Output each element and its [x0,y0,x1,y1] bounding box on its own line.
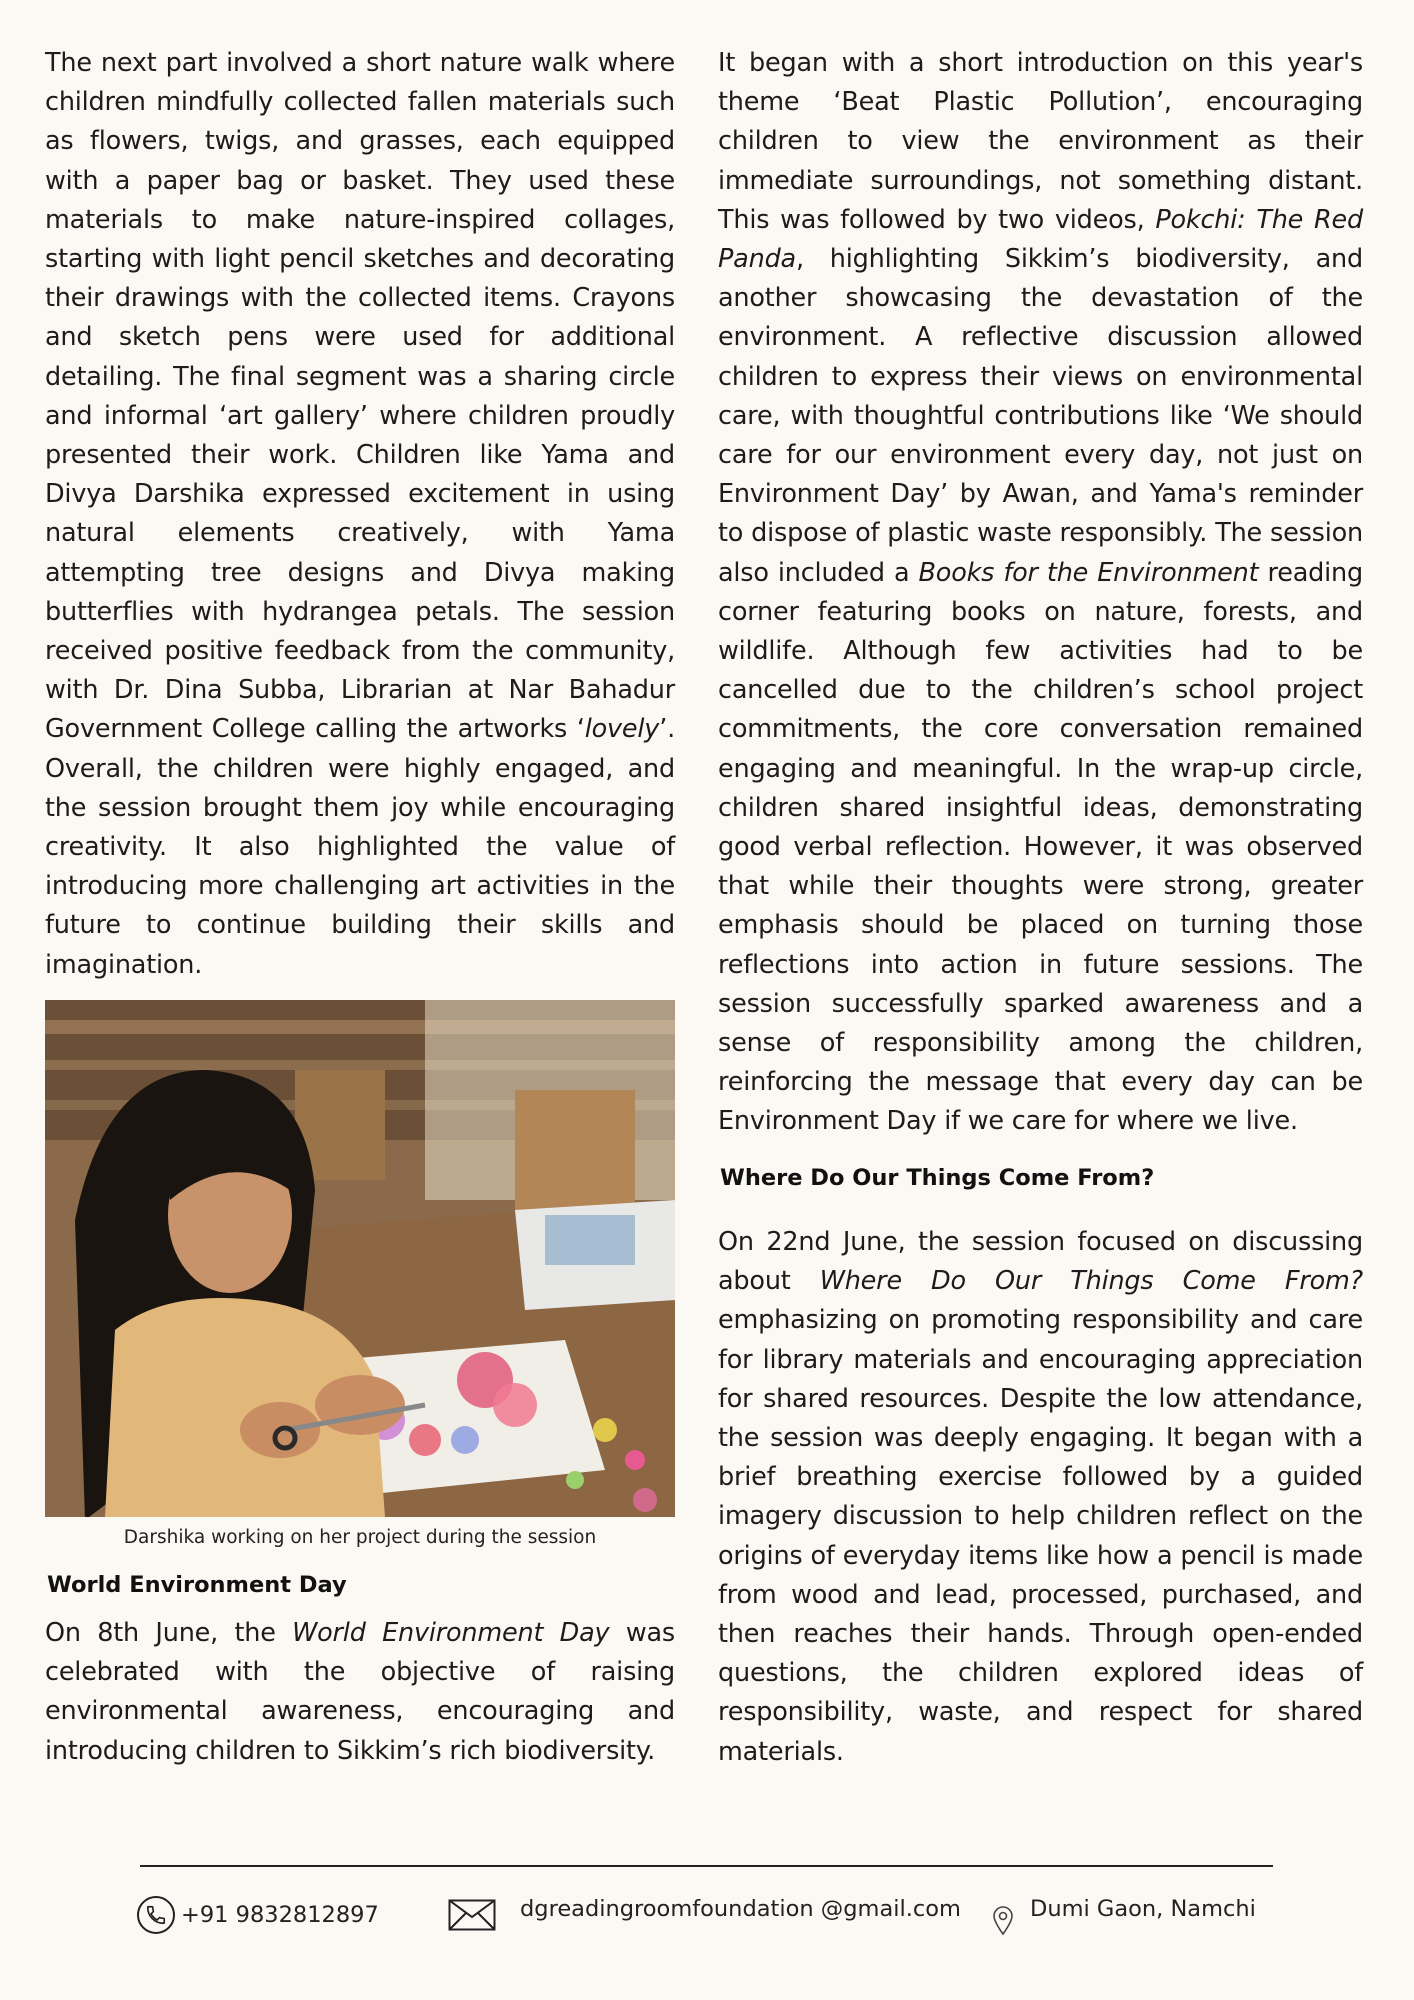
italic-text: Books for the Environment [918,557,1259,588]
text-run: It began with a short introduction on this year's theme ‘Beat Plastic Pollution’, encouraging children to view the environment as their immediate surroundings, not something distant. This was followed by two videos, [718,48,1363,235]
footer-divider [140,1865,1273,1867]
phone-icon [137,1896,175,1934]
text-run: was celebrated with the objective of raising environmental awareness, encouraging and introducing children to Sikkim’s rich biodiversity. [45,1618,675,1766]
address-text: Dumi Gaon, Namchi [1030,1896,1256,1922]
footer-address [992,1895,1256,1935]
phone-number: +91 9832812897 [181,1902,379,1928]
where-things-come-from-heading: Where Do Our Things Come From? [720,1165,1155,1191]
text-run: ’. Overall, the children were highly engaged, and the session brought them joy while encouraging creativity. It also highlighted the value of introducing more challenging art activities in the future to continue building their skills and imagination. [45,714,675,980]
left-column-lower [45,1614,675,1771]
world-environment-day-paragraph [45,1614,675,1771]
text-run: , highlighting Sikkim’s biodiversity, and another showcasing the devastation of the environment. A reflective discussion allowed children to express their views on environmental care, with thoughtful contributions like ‘We should care for our environment every day, not just on Environment Day’ by Awan, and Yama's reminder to dispose of plastic waste responsibly. The session also included a [718,244,1363,588]
session-photo [45,1000,675,1517]
photo-caption: Darshika working on her project during the session [123,1527,597,1548]
footer-email[interactable] [448,1895,961,1935]
text-run: On 22nd June, the session focused on discussing about [718,1227,1363,1297]
photo-illustration [45,1000,675,1517]
where-things-come-from-paragraph [718,1223,1363,1772]
italic-text: World Environment Day [292,1618,610,1648]
text-run: The next part involved a short nature walk where children mindfully collected fallen materials such as flowers, twigs, and grasses, each equipped with a paper bag or basket. They used these materials to make nature-inspired collages, starting with light pencil sketches and decorating their drawings with the collected items. Crayons and sketch pens were used for additional detailing. The final segment was a sharing circle and informal ‘art gallery’ where children proudly presented their work. Children like Yama and Divya Darshika expressed excitement in using natural elements creatively, with Yama attempting tree designs and Divya making butterflies with hydrangea petals. The session received positive feedback from the community, with Dr. Dina Subba, Librarian at Nar Bahadur Government College calling the artworks ‘ [45,48,675,745]
right-column [718,44,1363,1142]
environment-day-session-paragraph [718,44,1363,1142]
left-column [45,44,675,985]
italic-text: Pokchi: The Red Panda [718,204,1363,275]
mail-icon [448,1899,496,1931]
italic-text: lovely [584,714,660,745]
text-run: reading corner featuring books on nature, forests, and wildlife. Although few activities had to be cancelled due to the children’s school project commitments, the core conversation remained engaging and meaningful. In the wrap-up circle, children shared insightful ideas, demonstrating good verbal reflection. However, it was observed that while their thoughts were strong, greater emphasis should be placed on turning those reflections into action in future sessions. The session successfully sparked awareness and a sense of responsibility among the children, reinforcing the message that every day can be Environment Day if we care for where we live. [718,557,1363,1137]
location-pin-icon [992,1906,1014,1936]
nature-walk-paragraph [45,44,675,985]
text-run: emphasizing on promoting responsibility and care for library materials and encouraging appreciation for shared resources. Despite the low attendance, the session was deeply engaging. It began with a brief breathing exercise followed by a guided imagery discussion to help children reflect on the origins of everyday items like how a pencil is made from wood and lead, processed, purchased, and then reaches their hands. Through open-ended questions, the children explored ideas of responsibility, waste, and respect for shared materials. [718,1305,1363,1767]
italic-text: Where Do Our Things Come From? [819,1266,1363,1297]
text-run: On 8th June, the [45,1618,293,1648]
footer-phone[interactable] [137,1895,379,1935]
email-address: dgreadingroomfoundation @gmail.com [520,1896,961,1922]
world-environment-day-heading: World Environment Day [47,1572,347,1598]
right-column-lower [718,1223,1363,1772]
